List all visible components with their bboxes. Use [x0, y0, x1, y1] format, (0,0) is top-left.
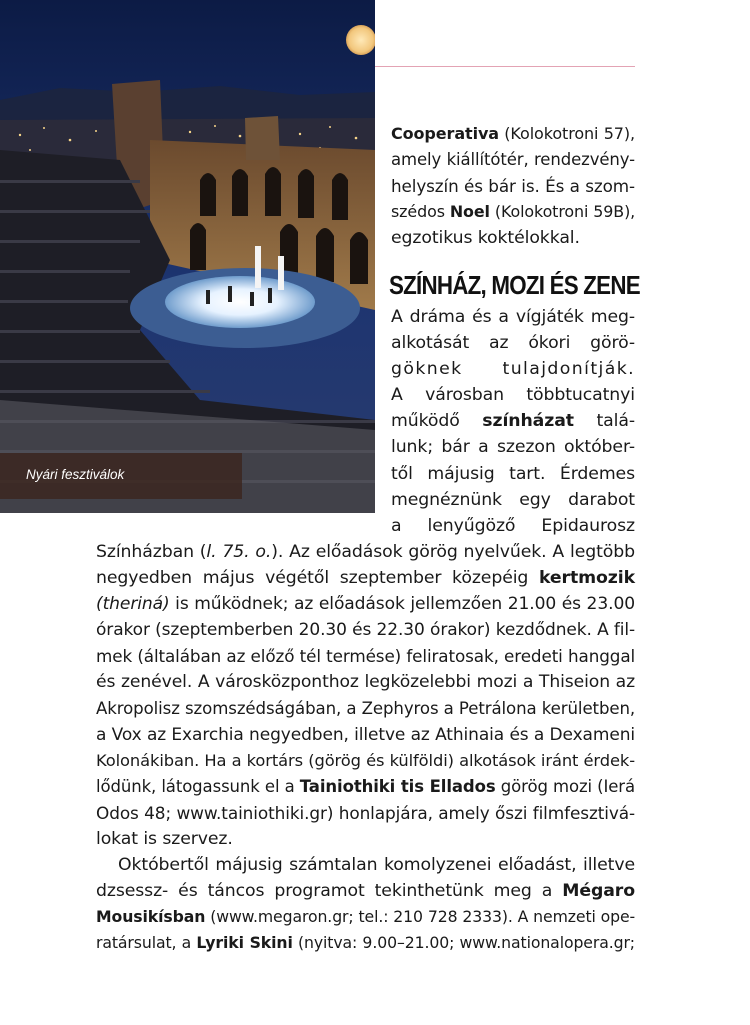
bold-term: kertmozik: [539, 568, 635, 589]
text-line: Akropolisz szomszédságában, a Zephyros a Petrálona kerületben,: [96, 698, 636, 718]
text-line: helyszín és bár is. És a szom-: [391, 176, 635, 197]
moon-shape: [346, 25, 375, 55]
odeon-night-image: [0, 0, 375, 513]
text-line: A városban többtucatnyi: [391, 385, 635, 406]
theatre-paragraph: [391, 304, 635, 539]
text-line: ratársulat, a Lyriki Skini (nyitva: 9.00–21.00; www.nationalopera.gr;: [96, 933, 635, 953]
text-line: működő színházat talá-: [391, 411, 636, 432]
bold-term: Noel: [449, 202, 490, 222]
text-line: Kolonákiban. Ha a kortárs (görög és külföldi) alkotások iránt érdek-: [96, 750, 635, 770]
text-line: dzsessz- és táncos programot tekinthetünk meg a Mégaro: [96, 881, 635, 902]
section-heading: SZÍNHÁZ, MOZI ÉS ZENE: [389, 270, 640, 300]
italic-term: (theriná): [96, 594, 170, 615]
intro-paragraph: [391, 121, 635, 251]
text-line: szédos Noel (Kolokotroni 59B),: [391, 202, 636, 222]
text-line: negyedben május végétől szeptember közepéig kertmozik: [96, 568, 635, 589]
top-rule: [375, 66, 635, 67]
bold-term: Lyriki Skini: [196, 933, 293, 953]
text-line: a Vox az Exarchia negyedben, illetve az Athinaia és a Dexameni: [96, 724, 635, 745]
text-line: től májusig tart. Érdemes: [391, 463, 635, 484]
bold-term: Mégaro: [562, 881, 635, 902]
bold-term: Cooperativa: [391, 124, 499, 143]
text-line: Odos 48; www.tainiothiki.gr) honlapjára, amely őszi filmfesztivá-: [96, 802, 635, 823]
text-line: alkotását az ókori görö-: [391, 333, 635, 354]
text-line: lunk; bár a szezon október-: [391, 437, 635, 458]
body-paragraph: [96, 539, 635, 957]
photo-caption: Nyári fesztiválok: [26, 467, 125, 482]
text-line: A dráma és a vígjáték meg-: [391, 307, 635, 327]
text-line: mek (általában az előző tél termése) feliratosak, eredeti hanggal: [96, 646, 636, 667]
text-line: lődünk, látogassunk el a Tainiothiki tis Ellados görög mozi (Ierá: [96, 776, 636, 796]
text-line: egzotikus koktélokkal.: [391, 228, 580, 249]
text-line: lokat is szervez.: [96, 829, 233, 850]
text-line: a lenyűgöző Epidaurosz: [391, 515, 635, 536]
caption-bar: [0, 453, 242, 499]
text-line: Mousikísban (www.megaron.gr; tel.: 210 728 2333). A nemzeti ope-: [96, 907, 636, 927]
text-line: Színházban (l. 75. o.). Az előadások görög nyelvűek. A legtöbb: [96, 542, 635, 562]
theatre-photo: [0, 0, 375, 513]
text-line: és zenével. A városközponthoz legközelebbi mozi a Thiseion az: [96, 672, 635, 693]
text-line: megnéznünk egy darabot: [391, 489, 635, 510]
text-line: (theriná) is működnek; az előadások jellemzően 21.00 és 23.00: [96, 594, 635, 615]
text-line: órakor (szeptemberben 20.30 és 22.30 órakor) kezdődnek. A fil-: [96, 620, 636, 641]
stage-shape: [165, 276, 315, 328]
text-line: göknek tulajdonítják.: [391, 359, 635, 380]
bold-term: Mousikísban: [96, 907, 206, 927]
text-line: Októbertől májusig számtalan komolyzenei előadást, illetve: [118, 855, 635, 876]
bold-term: színházat: [482, 411, 574, 432]
bold-term: Tainiothiki tis Ellados: [299, 776, 496, 796]
text-line: Cooperativa (Kolokotroni 57),: [391, 124, 635, 143]
italic-ref: l. 75. o.: [206, 542, 272, 562]
text-line: amely kiállítótér, rendezvény-: [391, 150, 635, 170]
